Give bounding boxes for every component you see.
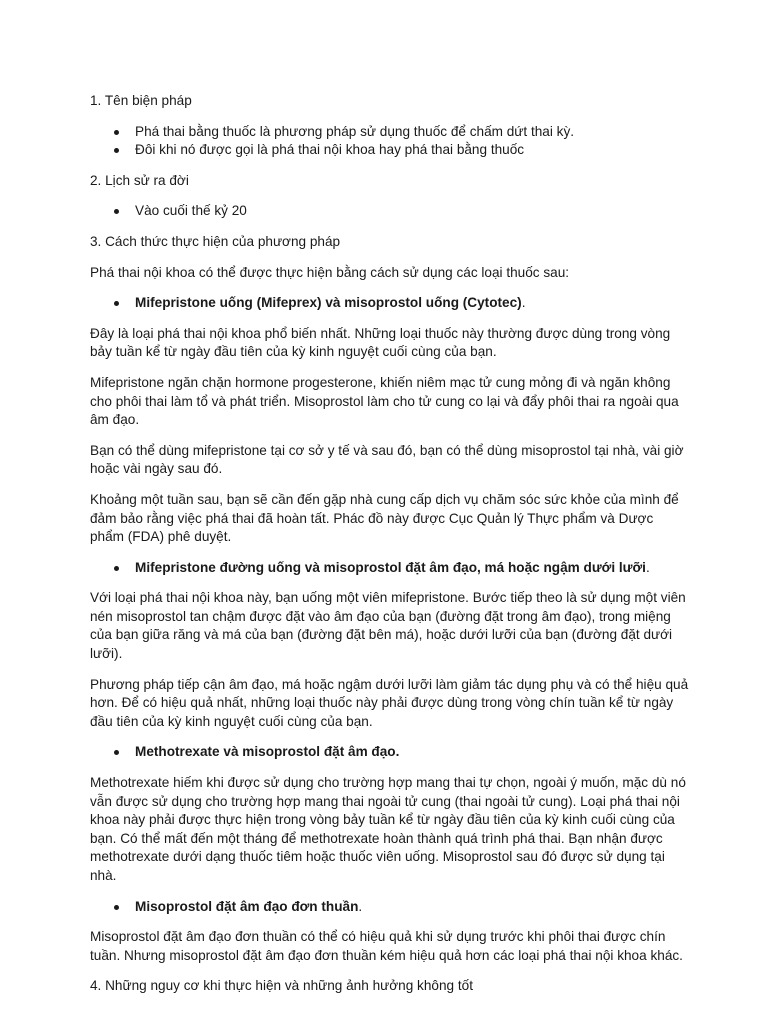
method-title-suffix: . — [521, 295, 526, 311]
method-title: Methotrexate và misoprostol đặt âm đạo. — [135, 744, 400, 760]
bullet-list — [90, 559, 690, 578]
paragraph: Methotrexate hiếm khi được sử dụng cho trường hợp mang thai tự chọn, ngoài ý muốn, mặc dù nó vẫn được sử dụng cho trường hợp mang thai ngoài tử cung (thai ngoài tử cung). Loại phá thai nội khoa này phải được thực hiện trong vòng bảy tuần kể từ ngày đầu tiên của kỳ kinh cuối cùng của bạn. Có thể mất đến một tháng để methotrexate hoàn thành quá trình phá thai. Bạn nhận được methotrexate dưới dạng thuốc tiêm hoặc thuốc viên uống. Misoprostol sau đó được sử dụng tại nhà. — [90, 775, 686, 883]
paragraph: Đây là loại phá thai nội khoa phổ biến nhất. Những loại thuốc này thường được dùng trong vòng bảy tuần kể từ ngày đầu tiên của kỳ kinh nguyệt cuối cùng của bạn. — [90, 325, 671, 360]
method-title: Mifepristone uống (Mifeprex) và misoprostol uống (Cytotec) — [135, 295, 522, 311]
intro-paragraph: Phá thai nội khoa có thể được thực hiện bằng cách sử dụng các loại thuốc sau: — [90, 264, 570, 280]
bullet-list — [90, 202, 690, 221]
method-title-suffix: . — [358, 898, 363, 914]
section-heading: 3. Cách thức thực hiện của phương pháp — [90, 233, 341, 249]
method-bullet — [90, 559, 690, 578]
method-title-suffix: . — [645, 559, 650, 575]
paragraph: Phương pháp tiếp cận âm đạo, má hoặc ngậm dưới lưỡi làm giảm tác dụng phụ và có thể hiệu quả hơn. Để có hiệu quả nhất, những loại thuốc này phải được dùng trong vòng chín tuần kể từ ngày đầu tiên của kỳ kinh nguyệt cuối cùng của bạn. — [90, 676, 689, 729]
paragraph: Misoprostol đặt âm đạo đơn thuần có thể có hiệu quả khi sử dụng trước khi phôi thai được chín tuần. Nhưng misoprostol đặt âm đạo đơn thuần kém hiệu quả hơn các loại phá thai nội khoa khác. — [90, 929, 683, 963]
method-bullet — [90, 743, 690, 762]
bullet-list — [90, 294, 690, 313]
paragraph: Bạn có thể dùng mifepristone tại cơ sở y tế và sau đó, bạn có thể dùng misoprostol tại nhà, vài giờ hoặc vài ngày sau đó. — [90, 442, 684, 477]
bullet-item: Đôi khi nó được gọi là phá thai nội khoa hay phá thai bằng thuốc — [90, 141, 690, 160]
section-heading: 4. Những nguy cơ khi thực hiện và những ảnh hưởng không tốt — [90, 978, 473, 994]
section-heading: 2. Lịch sử ra đời — [90, 172, 189, 188]
section-heading: 1. Tên biện pháp — [90, 93, 192, 108]
bullet-list — [90, 123, 690, 160]
bullet-list — [90, 743, 690, 762]
bullet-item: Vào cuối thế kỷ 20 — [90, 202, 690, 221]
document-body — [90, 92, 690, 1008]
method-bullet — [90, 898, 690, 917]
method-title: Misoprostol đặt âm đạo đơn thuần — [135, 898, 359, 914]
paragraph: Mifepristone ngăn chặn hormone progesterone, khiến niêm mạc tử cung mỏng đi và ngăn không cho phôi thai làm tổ và phát triển. Misoprostol làm cho tử cung co lại và đẩy phôi thai ra ngoài qua âm đạo. — [90, 374, 679, 428]
method-bullet — [90, 294, 690, 313]
method-title: Mifepristone đường uống và misoprostol đặt âm đạo, má hoặc ngậm dưới lưỡi — [135, 559, 646, 575]
paragraph: Với loại phá thai nội khoa này, bạn uống một viên mifepristone. Bước tiếp theo là sử dụng một viên nén misoprostol tan chậm được đặt vào âm đạo của bạn (đường đặt trong âm đạo), trong miệng của bạn giữa răng và má của bạn (đường đặt bên má), hoặc dưới lưỡi của bạn (đường đặt dưới lưỡi). — [90, 590, 686, 662]
paragraph: Khoảng một tuần sau, bạn sẽ cần đến gặp nhà cung cấp dịch vụ chăm sóc sức khỏe của mình để đảm bảo rằng việc phá thai đã hoàn tất. Phác đồ này được Cục Quản lý Thực phẩm và Dược phẩm (FDA) phê duyệt. — [90, 491, 679, 545]
bullet-item: Phá thai bằng thuốc là phương pháp sử dụng thuốc để chấm dứt thai kỳ. — [90, 123, 690, 142]
bullet-list — [90, 898, 690, 917]
